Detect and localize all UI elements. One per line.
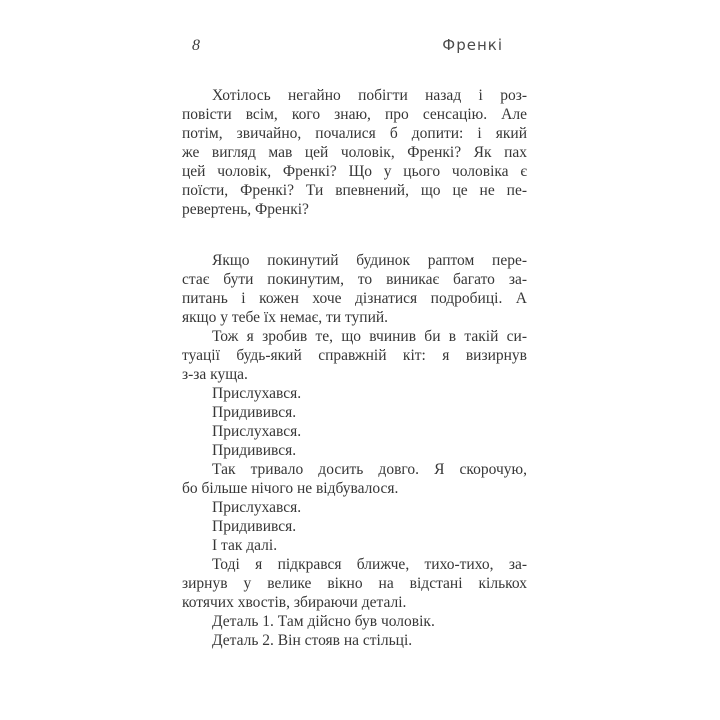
text-line: туації будь-який справжній кіт: я визирнув — [182, 347, 527, 364]
text-line: Придивився. — [212, 442, 297, 459]
paragraph — [182, 612, 527, 631]
text-line: поїсти, Френкі? Ти впевнений, що це не пе- — [182, 182, 527, 199]
paragraph — [182, 251, 527, 327]
text-line: якщо у тебе їх немає, ти тупий. — [182, 309, 389, 326]
text-line: Прислухався. — [212, 423, 302, 440]
text-line: Хотілось негайно побігти назад і роз- — [212, 87, 527, 104]
text-line: стає бути покинутим, то виникає багато за- — [182, 271, 527, 288]
text-line: Деталь 2. Він стояв на стільці. — [212, 632, 413, 649]
paragraph — [182, 384, 527, 403]
text-line: Придивився. — [212, 404, 297, 421]
book-page — [182, 0, 527, 720]
text-line: Якщо покинутий будинок раптом пере- — [212, 252, 527, 269]
paragraph — [182, 86, 527, 219]
paragraph — [182, 460, 527, 498]
text-line: Придивився. — [212, 518, 297, 535]
text-line: зирнув у велике вікно на відстані кількох — [182, 575, 527, 592]
paragraph — [182, 517, 527, 536]
text-line: Так тривало досить довго. Я скорочую, — [212, 461, 527, 478]
paragraph — [182, 403, 527, 422]
paragraph — [182, 555, 527, 612]
text-line: котячих хвостів, збираючи деталі. — [182, 594, 407, 611]
paragraph — [182, 498, 527, 517]
text-line: Прислухався. — [212, 385, 302, 402]
paragraph — [182, 327, 527, 384]
text-line: Тож я зробив те, що вчинив би в такій си- — [212, 328, 527, 345]
text-line: повісти всім, кого знаю, про сенсацію. Але — [182, 106, 527, 123]
text-line: бо більше нічого не відбувалося. — [182, 480, 399, 497]
text-line: цей чоловік, Френкі? Що у цього чоловіка є — [182, 163, 527, 180]
paragraph — [182, 441, 527, 460]
text-line: І так далі. — [212, 537, 278, 554]
text-line: Прислухався. — [212, 499, 302, 516]
text-line: Деталь 1. Там дійсно був чоловік. — [212, 613, 435, 630]
running-title: Френкі — [442, 36, 503, 54]
text-line: потім, звичайно, почалися б допити: і який — [182, 125, 527, 142]
page-number: 8 — [192, 37, 200, 54]
paragraph — [182, 631, 527, 650]
text-line: же вигляд мав цей чоловік, Френкі? Як пах — [182, 144, 527, 161]
paragraph — [182, 422, 527, 441]
paragraph — [182, 536, 527, 555]
page-header — [182, 36, 527, 55]
text-line: питань і кожен хоче дізнатися подробиці. А — [182, 290, 527, 307]
text-line: з-за куща. — [182, 366, 248, 383]
text-line: Тоді я підкрався ближче, тихо-тихо, за- — [212, 556, 527, 573]
page-body — [182, 86, 527, 650]
text-line: ревертень, Френкі? — [182, 201, 309, 218]
